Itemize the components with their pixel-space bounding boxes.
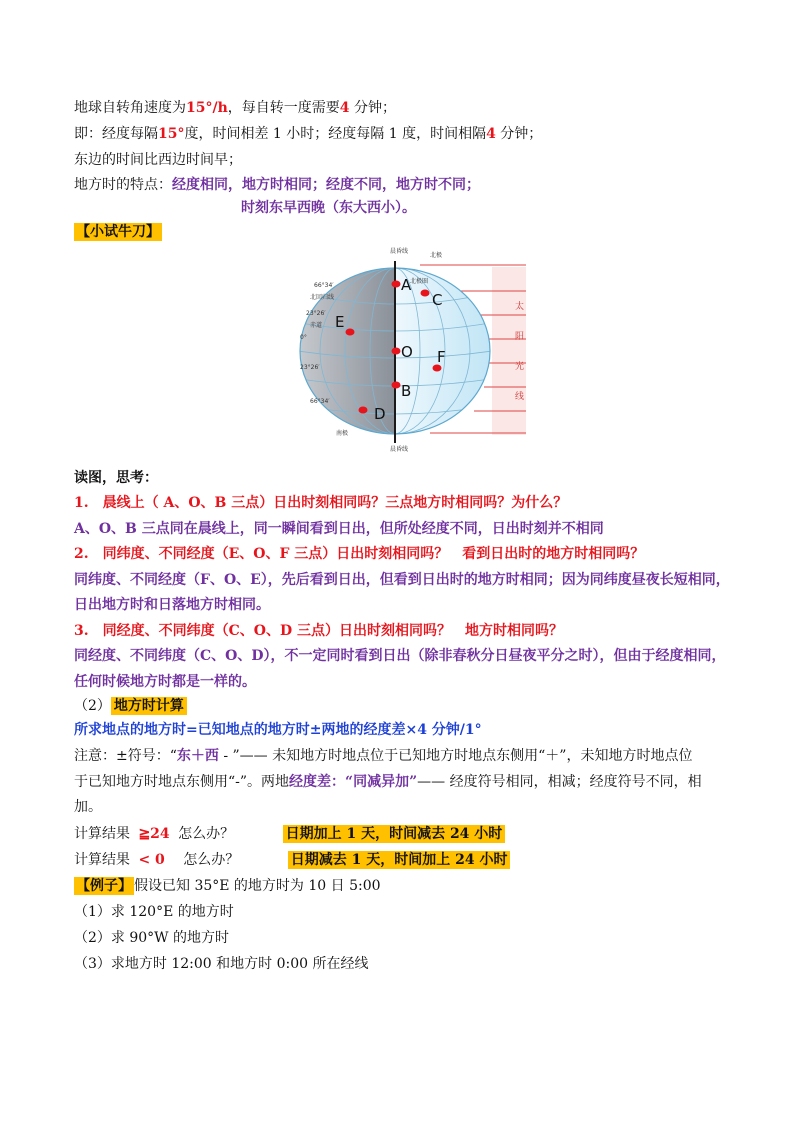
rule-label: “同减异加” — [345, 774, 418, 790]
point-b-label: B — [401, 382, 412, 400]
label-south-pole: 南极 — [336, 430, 349, 437]
text: 怎么办？ — [183, 852, 240, 868]
calc-number: （2） — [74, 698, 111, 714]
label-lat-23n: 23°26′ — [306, 310, 326, 317]
text: 即：经度每隔 — [74, 126, 158, 142]
longitude-diff-label: 经度差： — [289, 774, 346, 790]
text: 度，时间相差 1 小时；经度每隔 1 度，时间相隔 — [184, 126, 487, 142]
rotation-line-5: 时刻东早西晚（东大西小）。 — [241, 200, 416, 216]
answer-3-line-1: 同经度、不同纬度（C、O、D），不一定同时看到日出（除非春秋分日昼夜平分之时），但由于经度相同， — [74, 648, 726, 664]
calc-note-line-1 — [74, 746, 692, 766]
label-lat-23s: 23°26′ — [300, 364, 320, 371]
point-o-dot — [392, 348, 401, 355]
label-lat-66n: 66°34′ — [314, 282, 334, 289]
sunlight-panel — [492, 267, 526, 435]
example-q2: （2）求 90°W 的地方时 — [74, 930, 230, 946]
text: - ”—— 未知地方时地点位于已知地方时地点东侧用“＋”，未知地方时地点位 — [218, 748, 693, 764]
text: —— 经度符号相同，相减；经度符号不同，相 — [417, 774, 702, 790]
text: 分钟； — [495, 126, 543, 142]
sun-label-3: 光 — [515, 362, 525, 372]
point-a-label: A — [401, 276, 412, 294]
calc-note-line-2 — [74, 772, 702, 792]
label-top-left: 晨昏线 — [390, 248, 409, 255]
text: 计算结果 — [74, 826, 130, 842]
point-d-dot — [359, 407, 368, 414]
degree-value: 15° — [158, 126, 185, 142]
point-e-dot — [346, 329, 355, 336]
feature-text: 经度相同，地方时相同；经度不同，地方时不同； — [172, 177, 480, 193]
rule-result: 日期减去 1 天，时间加上 24 小时 — [288, 851, 511, 869]
east-west-sign: 东＋西 — [176, 748, 219, 764]
text: 分钟； — [349, 100, 396, 116]
sun-label-4: 线 — [515, 392, 525, 402]
label-bottom-right: 晨昏线 — [390, 446, 409, 453]
speed-value: 15°/h — [186, 100, 228, 116]
point-e-label: E — [335, 313, 345, 331]
text: 地方时的特点： — [74, 177, 172, 193]
result-rule-2 — [74, 850, 510, 870]
answer-2-line-2: 日出地方时和日落地方时相同。 — [74, 597, 270, 613]
rule-result: 日期加上 1 天，时间减去 24 小时 — [283, 825, 506, 843]
rotation-line-1 — [74, 98, 396, 118]
trial-title — [74, 222, 162, 242]
example-q3: （3）求地方时 12:00 和地方时 0:00 所在经线 — [74, 956, 369, 972]
calc-title: 地方时计算 — [111, 697, 187, 715]
rotation-line-2 — [74, 124, 542, 144]
sun-label-2: 阳 — [515, 332, 525, 342]
rotation-line-3: 东边的时间比西边时间早； — [74, 152, 242, 168]
label-small-a: 北极圈 — [410, 278, 429, 285]
calc-heading — [74, 696, 187, 716]
condition-value: < 0 — [138, 852, 165, 868]
point-c-label: C — [432, 291, 443, 309]
question-3: 3. 同经度、不同纬度（C、O、D 三点）日出时刻相同吗？ 地方时相同吗？ — [74, 623, 563, 639]
questions-intro: 读图，思考： — [74, 470, 158, 486]
label-lat-66s: 66°34′ — [310, 398, 330, 405]
point-o-label: O — [401, 343, 413, 361]
condition-value: ≧24 — [138, 826, 170, 842]
minutes-value: 4 — [486, 126, 496, 142]
example-heading — [74, 876, 381, 896]
rotation-line-4 — [74, 175, 480, 195]
example-text: 假设已知 35°E 的地方时为 10 日 5:00 — [134, 878, 381, 894]
earth-terminator-figure — [270, 243, 530, 458]
question-2: 2. 同纬度、不同经度（E、O、F 三点）日出时刻相同吗？ 看到日出时的地方时相同吗？ — [74, 546, 645, 562]
point-c-dot — [421, 290, 430, 297]
result-rule-1 — [74, 824, 505, 844]
text: 地球自转角速度为 — [74, 100, 186, 116]
point-f-label: F — [437, 348, 446, 366]
label-small-c: 赤道 — [310, 322, 323, 329]
answer-1: A、O、B 三点同在晨线上，同一瞬间看到日出，但所处经度不同，日出时刻并不相同 — [74, 521, 604, 537]
point-a-dot — [392, 281, 401, 288]
point-d-label: D — [374, 405, 386, 423]
question-1: 1. 晨线上（ A、O、B 三点）日出时刻相同吗？三点地方时相同吗？为什么？ — [74, 495, 568, 511]
answer-3-line-2: 任何时候地方时都是一样的。 — [74, 674, 256, 690]
point-b-dot — [392, 382, 401, 389]
calc-note-line-3: 加。 — [74, 799, 102, 815]
label-lat-0: 0° — [300, 334, 307, 341]
text: ，每自转一度需要 — [227, 100, 340, 116]
answer-2-line-1: 同纬度、不同经度（F、O、E），先后看到日出，但看到日出时的地方时相同；因为同纬度昼夜长短相同， — [74, 572, 730, 588]
sun-label-1: 太 — [515, 302, 525, 312]
text: 怎么办？ — [178, 826, 235, 842]
trial-title-label: 【小试牛刀】 — [76, 224, 160, 240]
label-north-pole: 北极 — [430, 252, 443, 259]
example-tag: 【例子】 — [76, 878, 132, 894]
example-q1: （1）求 120°E 的地方时 — [74, 904, 234, 920]
text: 于已知地方时地点东侧用“-”。两地 — [74, 774, 290, 790]
minutes-value: 4 — [339, 100, 350, 116]
text: 计算结果 — [74, 852, 130, 868]
label-small-b: 北回归线 — [310, 294, 335, 301]
calc-formula: 所求地点的地方时=已知地点的地方时±两地的经度差×4 分钟/1° — [74, 722, 482, 738]
text: 注意：±符号：“ — [74, 748, 177, 764]
